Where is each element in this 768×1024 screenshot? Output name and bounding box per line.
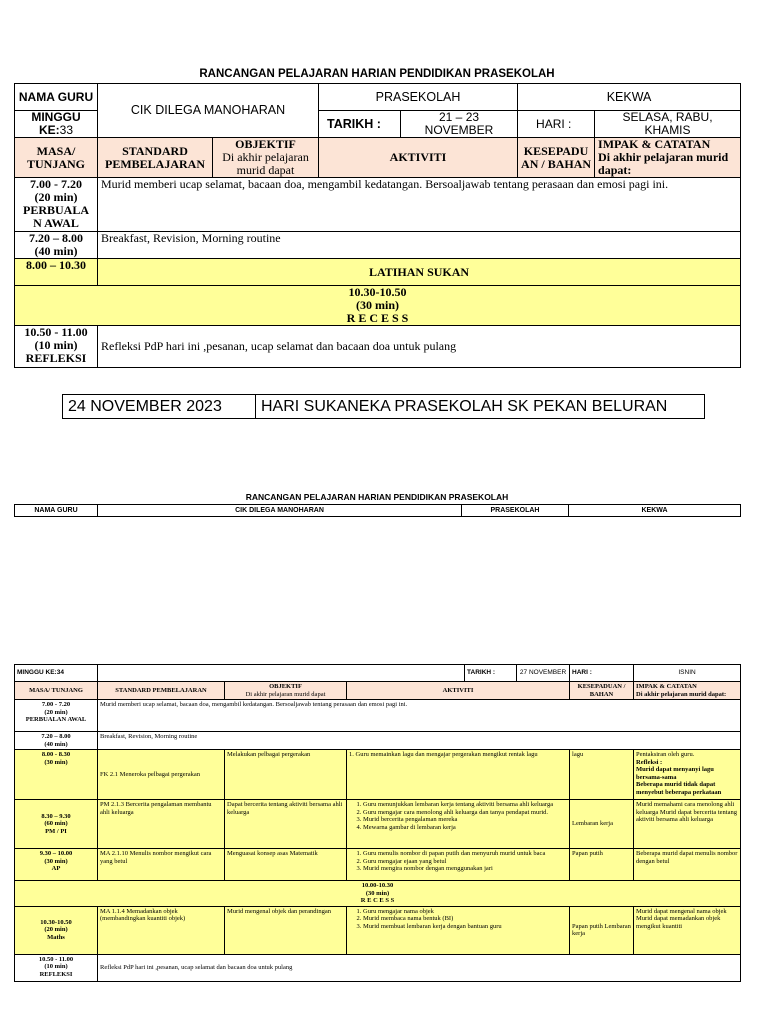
impak-cell: Beberapa murid dapat menulis nombor dengan betul <box>634 849 741 881</box>
row-time: 8.00 – 10.30 <box>15 259 98 286</box>
tarikh-label: TARIKH : <box>319 111 401 138</box>
header-masa: MASA/ TUNJANG <box>15 138 98 178</box>
plan2-title: RANCANGAN PELAJARAN HARIAN PENDIDIKAN PRASEKOLAH <box>245 492 509 502</box>
objektif-cell: Menguasai konsep asas Matematik <box>225 849 347 881</box>
row-text: Murid memberi ucap selamat, bacaan doa, mengambil kedatangan. Bersoaljawab tentang perasaan dan emosi pagi ini. <box>98 178 741 232</box>
recess-row <box>15 286 741 326</box>
hari-value: SELASA, RABU, KHAMIS <box>595 111 741 138</box>
duration: (20 min) <box>34 190 78 204</box>
list-item: 3. Murid membuat lembaran kerja dengan bantuan guru <box>363 923 567 931</box>
duration: (40 min) <box>44 740 68 748</box>
time: 10.30-10.50 <box>40 918 72 926</box>
list-item: 2. Guru mengajar cara menolong ahli keluarga dan tanya pendapat murid. <box>363 809 567 817</box>
list-item: 1. Guru mengajar nama objek <box>363 908 567 916</box>
standard-cell: MA 1.1.4 Memadankan objek (membandingkan kuantiti objek) <box>98 906 225 954</box>
header-objektif-title: OBJEKTIF <box>269 683 302 690</box>
objektif-cell: Melakukan pelbagai pergerakan <box>225 750 347 800</box>
impak-line: Refleksi : <box>636 758 663 766</box>
blank-cell <box>98 665 465 682</box>
row-text: Breakfast, Revision, Morning routine <box>98 232 741 259</box>
header-impak <box>634 682 741 700</box>
objektif-cell: Dapat bercerita tentang aktiviti bersama ahli keluarga <box>225 800 347 849</box>
row-time <box>15 849 98 881</box>
time: 7.00 - 7.20 <box>41 701 71 708</box>
row-time <box>15 750 98 800</box>
impak-cell: Murid memahami cara menolong ahli keluarga Murid dapat bercerita tentang aktiviti bersama ahli keluarga <box>634 800 741 849</box>
plan3-table <box>14 664 741 982</box>
list-item: 2. Murid membaca nama bentuk (BI) <box>363 915 567 923</box>
duration: (30 min) <box>356 298 400 312</box>
header-aktiviti: AKTIVITI <box>319 138 518 178</box>
duration: (30 min) <box>44 857 68 865</box>
row-text: Breakfast, Revision, Morning routine <box>98 732 741 750</box>
row-time <box>15 700 98 732</box>
duration: (20 min) <box>44 708 68 716</box>
aktiviti-list <box>349 801 567 831</box>
hari-label: HARI : <box>570 665 634 682</box>
event-date: 24 NOVEMBER 2023 <box>63 395 256 419</box>
list-item: 2. Guru mengajar ejaan yang betul <box>363 858 567 866</box>
header-impak-title: IMPAK & CATATAN <box>598 137 711 151</box>
duration: (10 min) <box>34 338 78 352</box>
prasekolah-label: PRASEKOLAH <box>462 505 569 517</box>
teacher-name: CIK DILEGA MANOHARAN <box>98 505 462 517</box>
time: 8.00 - 8.30 <box>41 751 71 758</box>
plan1-title: RANCANGAN PELAJARAN HARIAN PENDIDIKAN PRASEKOLAH <box>199 68 555 80</box>
tarikh-value: 21 – 23 NOVEMBER <box>401 111 518 138</box>
nama-guru-label: NAMA GURU <box>15 84 98 111</box>
plan1-table <box>14 83 741 368</box>
tarikh-value: 27 NOVEMBER <box>517 665 570 682</box>
minggu-label: MINGGU KE: <box>31 110 81 137</box>
time: 7.20 – 8.00 <box>41 733 71 740</box>
time: 8.30 – 9.30 <box>41 812 71 820</box>
time: 10.30-10.50 <box>348 285 407 299</box>
row-time <box>15 906 98 954</box>
time: 10.50 - 11.00 <box>24 325 88 339</box>
duration: (30 min) <box>365 889 390 897</box>
header-impak-sub: Di akhir pelajaran murid dapat: <box>598 150 729 177</box>
header-impak-sub: Di akhir pelajaran murid dapat: <box>636 690 727 698</box>
teacher-name: CIK DILEGA MANOHARAN <box>98 84 319 138</box>
header-impak <box>595 138 741 178</box>
row-text: Refleksi PdP hari ini ,pesanan, ucap selamat dan bacaan doa untuk pulang <box>98 954 741 981</box>
aktiviti-list <box>349 908 567 931</box>
standard-cell: MA 2.1.10 Menulis nombor mengikut cara yang betul <box>98 849 225 881</box>
duration: (60 min) <box>44 820 68 828</box>
header-masa: MASA/ TUNJANG <box>15 682 98 700</box>
bahan-cell: Papan putih <box>570 849 634 881</box>
standard-cell: FK 2.1 Meneroka pelbagai pergerakan <box>98 750 225 800</box>
aktiviti-cell <box>347 849 570 881</box>
row-text: Murid memberi ucap selamat, bacaan doa, mengambil kedatangan. Bersoaljawab tentang perasaan dan emosi pagi ini. <box>98 700 741 732</box>
row-text: Refleksi PdP hari ini ,pesanan, ucap selamat dan bacaan doa untuk pulang <box>98 326 741 368</box>
aktiviti-cell <box>347 800 570 849</box>
header-objektif <box>225 682 347 700</box>
time: 7.20 – 8.00 <box>29 231 83 245</box>
hari-value: ISNIN <box>634 665 741 682</box>
event-name: HARI SUKANEKA PRASEKOLAH SK PEKAN BELURAN <box>256 395 705 419</box>
aktiviti-list <box>349 850 567 873</box>
header-standard: STANDARD PEMBELAJARAN <box>98 682 225 700</box>
prasekolah-label: PRASEKOLAH <box>319 84 518 111</box>
aktiviti-cell <box>347 906 570 954</box>
impak-cell: Murid dapat mengenal nama objek Murid dapat memadankan objek mengikut kuantiti <box>634 906 741 954</box>
impak-line: Pentaksiran oleh guru. <box>636 751 695 758</box>
header-objektif <box>213 138 319 178</box>
tarikh-label: TARIKH : <box>465 665 517 682</box>
nama-guru-label: NAMA GURU <box>15 505 98 517</box>
time: 9.30 – 10.00 <box>39 850 73 857</box>
session-name: REFLEKSI <box>25 351 87 365</box>
header-objektif-sub: Di akhir pelajaran murid dapat <box>222 150 309 177</box>
aktiviti-cell: 1. Guru memainkan lagu dan mengajar pergerakan mengikut rentak lagu <box>347 750 570 800</box>
bahan-cell: lagu <box>570 750 634 800</box>
row-time <box>15 326 98 368</box>
recess-label: R E C E S S <box>360 897 395 904</box>
row-time <box>15 800 98 849</box>
row-time <box>15 732 98 750</box>
duration: (20 min) <box>44 926 68 934</box>
time: 10.50 - 11.00 <box>38 955 74 963</box>
impak-line: Murid dapat menyanyi lagu bersama-sama <box>636 766 714 781</box>
minggu-cell <box>15 111 98 138</box>
header-objektif-sub: Di akhir pelajaran murid dapat <box>245 690 326 698</box>
session-name: PERBUALA N AWAL <box>22 203 89 230</box>
time: 7.00 - 7.20 <box>30 177 82 191</box>
header-standard: STANDARD PEMBELAJARAN <box>98 138 213 178</box>
plan2-table <box>14 504 741 517</box>
minggu-value: 33 <box>59 123 74 137</box>
duration: (10 min) <box>44 963 68 970</box>
list-item: 1. Guru menulis nombor di papan putih dan menyuruh murid untuk baca <box>363 850 567 858</box>
list-item: 3. Murid mengira nombor dengan menggunakan jari <box>363 865 567 873</box>
session-name: Maths <box>47 933 65 941</box>
row-time <box>15 232 98 259</box>
header-kesepaduan: KESEPADUAN / BAHAN <box>570 682 634 700</box>
time: 10.00-10.30 <box>361 882 394 889</box>
duration: (30 min) <box>44 758 68 766</box>
list-item: 3. Murid bercerita pengalaman mereka <box>363 816 567 824</box>
recess-row <box>15 881 741 907</box>
minggu-label: MINGGU KE:34 <box>15 665 98 682</box>
session-name: AP <box>51 865 61 872</box>
header-impak-title: IMPAK & CATATAN <box>636 683 697 690</box>
bahan-cell: Lembaran kerja <box>570 800 634 849</box>
duration: (40 min) <box>34 244 78 258</box>
latihan-sukan: LATIHAN SUKAN <box>98 259 741 286</box>
impak-cell <box>634 750 741 800</box>
session-name: PM / PI <box>45 827 67 835</box>
class-name: KEKWA <box>569 505 741 517</box>
bahan-cell: Papan putih Lembaran kerja <box>570 906 634 954</box>
header-aktiviti: AKTIVITI <box>347 682 570 700</box>
list-item: 4. Mewarna gambar di lembaran kerja <box>363 824 567 832</box>
class-name: KEKWA <box>518 84 741 111</box>
row-time <box>15 178 98 232</box>
header-objektif-title: OBJEKTIF <box>235 137 296 151</box>
session-name: PERBUALAN AWAL <box>25 716 87 723</box>
objektif-cell: Murid mengenal objek dan perandingan <box>225 906 347 954</box>
row-time <box>15 954 98 981</box>
list-item: 1. Guru menunjukkan lembaran kerja tentang aktiviti bersama ahli keluarga <box>363 801 567 809</box>
session-name: REFLEKSI <box>39 970 73 978</box>
recess-label: R E C E S S <box>346 311 409 325</box>
impak-line: Beberapa murid tidak dapat menyebut beberapa perkataan <box>636 781 722 796</box>
standard-cell: PM 2.1.3 Bercerita pengalaman membantu ahli keluarga <box>98 800 225 849</box>
event-banner <box>62 394 705 419</box>
hari-label: HARI : <box>518 111 595 138</box>
header-kesepaduan: KESEPADU AN / BAHAN <box>518 138 595 178</box>
